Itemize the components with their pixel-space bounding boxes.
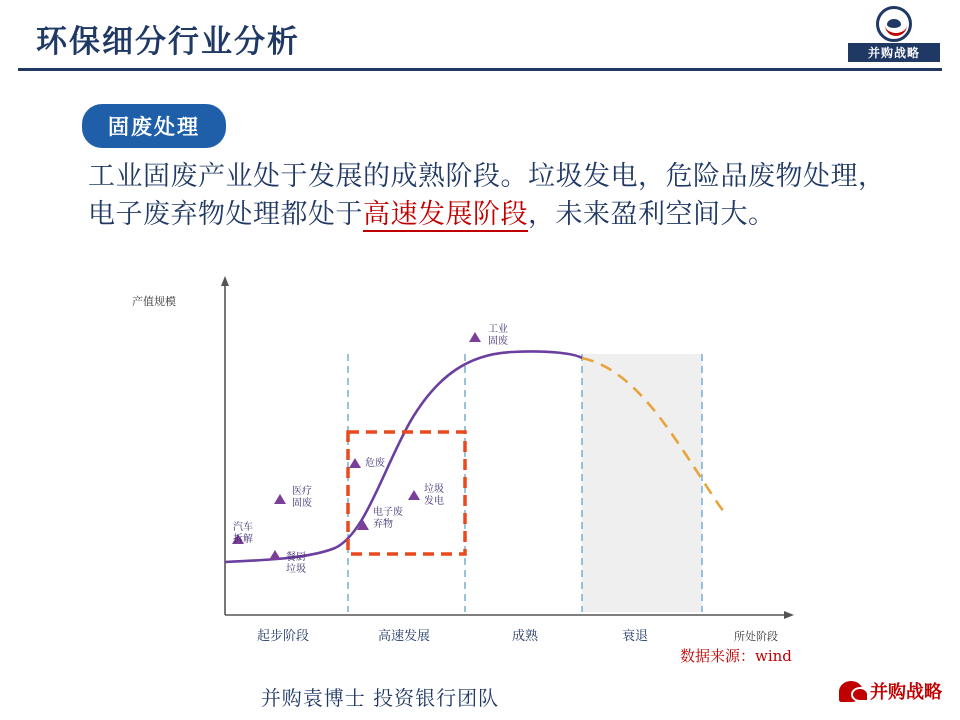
- shaded-region: [582, 354, 702, 612]
- industry-lifecycle-chart: [120, 262, 820, 652]
- wechat-icon: [839, 681, 863, 702]
- paragraph-text-before: 工业固废产业处于发展的成熟阶段。垃圾发电，危险品废物处理，电子废弃物处理都处于: [88, 161, 886, 230]
- marker-label-medical-line2: 固废: [292, 498, 312, 509]
- chart-svg: [120, 262, 820, 652]
- marker-label-kitchen-line2: 垃圾: [286, 564, 306, 575]
- brand-logo: [848, 6, 940, 64]
- stage-label-2: 成熟: [512, 629, 539, 644]
- eye-logo-icon: [876, 6, 912, 42]
- x-axis-label: 所处阶段: [734, 630, 778, 643]
- lifecycle-curve: [225, 351, 582, 562]
- marker-label-industrial-line2: 固废: [488, 336, 508, 347]
- footer-text: 并购袁博士 投资银行团队: [260, 686, 500, 710]
- wechat-label: 并购战略: [870, 682, 942, 703]
- marker-industrial-waste: [469, 332, 481, 342]
- highlight-box: [348, 432, 465, 554]
- marker-label-industrial-line1: 工业: [488, 324, 508, 335]
- marker-label-hazardous-waste: 危废: [365, 458, 385, 469]
- marker-hazardous-waste: [349, 458, 361, 468]
- marker-label-ewaste-line1: 电子废: [373, 507, 403, 518]
- page-title: 环保细分行业分析: [36, 24, 300, 60]
- marker-label-ewaste-line2: 弃物: [373, 519, 393, 530]
- body-paragraph: [88, 158, 898, 234]
- marker-label-auto-line2: 拆解: [233, 534, 253, 545]
- paragraph-text-after: ，未来盈利空间大。: [528, 199, 776, 230]
- slide-header: [0, 0, 960, 72]
- section-badge: 固废处理: [82, 104, 226, 148]
- marker-medical-waste: [274, 494, 286, 504]
- marker-label-kitchen-line1: 餐厨: [286, 552, 306, 563]
- x-axis-arrow: [784, 611, 794, 619]
- marker-label-medical-line1: 医疗: [292, 486, 312, 497]
- marker-waste-power: [408, 490, 420, 500]
- paragraph-highlight: 高速发展阶段: [363, 199, 528, 230]
- stage-label-0: 起步阶段: [257, 629, 310, 644]
- y-axis-arrow: [221, 276, 229, 286]
- stage-label-1: 高速发展: [378, 629, 431, 644]
- logo-label: 并购战略: [848, 43, 940, 62]
- header-divider: [18, 68, 942, 71]
- wechat-badge: [839, 678, 942, 704]
- y-axis-label: 产值规模: [132, 295, 176, 308]
- source-note: 数据来源：wind: [680, 647, 792, 665]
- marker-label-waste-power-line2: 发电: [424, 496, 444, 507]
- marker-kitchen-waste: [269, 550, 281, 560]
- stage-label-3: 衰退: [622, 629, 649, 644]
- marker-label-auto-line1: 汽车: [233, 522, 253, 533]
- marker-label-waste-power-line1: 垃圾: [424, 484, 444, 495]
